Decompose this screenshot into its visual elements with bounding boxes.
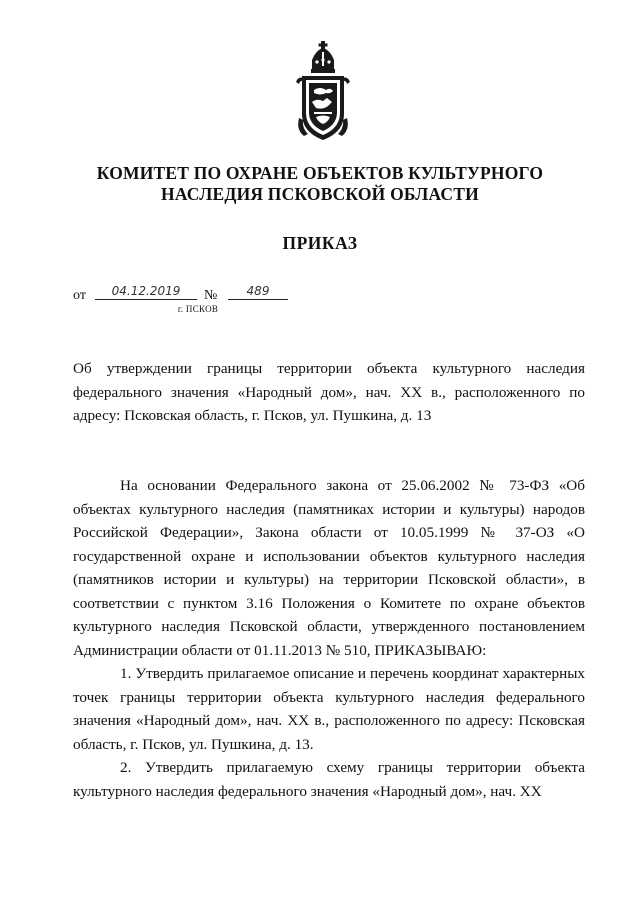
- number-prefix: №: [204, 288, 218, 303]
- date-number-line: [73, 286, 273, 326]
- organization-title-line1: КОМИТЕТ ПО ОХРАНЕ ОБЪЕКТОВ КУЛЬТУРНОГО: [96, 163, 544, 183]
- paragraph-item-1: 1. Утвердить прилагаемое описание и перечень координат характерных точек границы территории объекта культурного наследия федерального значения «Народный дом», нач. XX в., расположенного по адресу: Псковская область, г. Псков, ул. Пушкина, д. 13.: [73, 665, 585, 753]
- order-subject: Об утверждении границы территории объекта культурного наследия федерального значения «Народный дом», нач. XX в., расположенного по адресу: Псковская область, г. Псков, ул. Пушкина, д. 13: [73, 360, 585, 424]
- coat-of-arms-icon: [290, 40, 356, 144]
- date-prefix: от: [73, 288, 86, 303]
- order-number: 489: [228, 284, 288, 300]
- order-body: [73, 474, 585, 803]
- paragraph-item-2: 2. Утвердить прилагаемую схему границы территории объекта культурного наследия федерального значения «Народный дом», нач. XX: [73, 759, 585, 800]
- city-label: г. ПСКОВ: [177, 304, 219, 314]
- order-date: 04.12.2019: [95, 284, 197, 300]
- organization-title-line2: НАСЛЕДИЯ ПСКОВСКОЙ ОБЛАСТИ: [161, 184, 479, 204]
- document-type-title: ПРИКАЗ: [282, 233, 358, 253]
- paragraph-basis: На основании Федерального закона от 25.06.2002 № 73-ФЗ «Об объектах культурного наследия (памятниках истории и культуры) народов Российской Федерации», Закона области от 10.05.1999 № 37-ОЗ «О государственной охране и использовании объектов культурного наследия (памятников истории и культуры) на территории Псковской области», в соответствии с пунктом 3.16 Положения о Комитете по охране объектов культурного наследия Псковской области, утвержденного постановлением Администрации области от 01.11.2013 № 510, ПРИКАЗЫВАЮ:: [73, 477, 585, 659]
